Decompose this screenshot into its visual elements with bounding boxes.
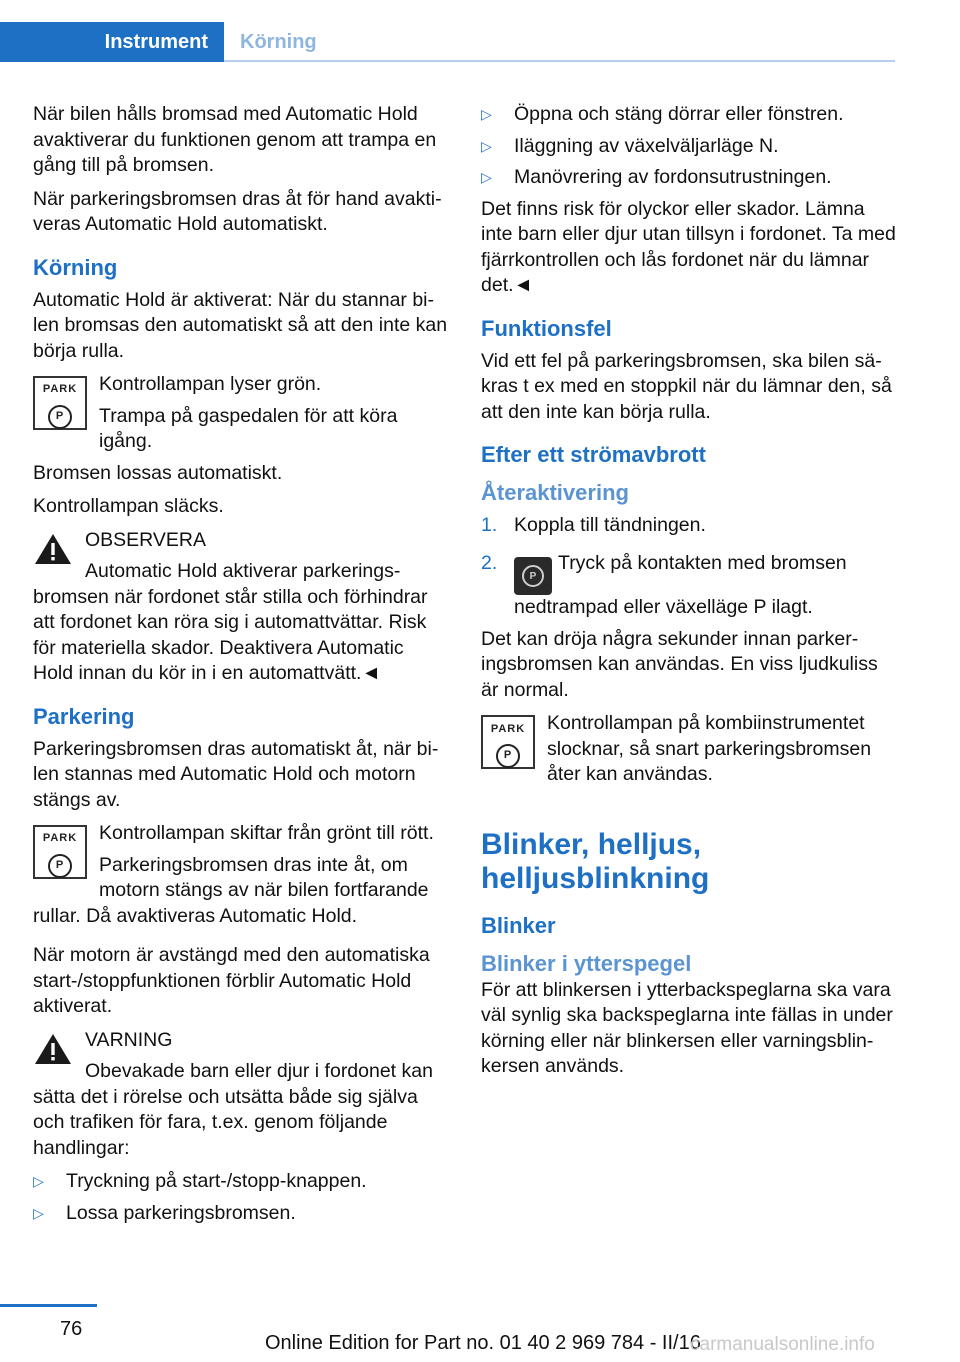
right-column	[481, 102, 897, 1088]
bullet-triangle-icon: ▷	[481, 106, 492, 122]
heading-blinker: Blinker	[481, 912, 556, 938]
notice-title: VARNING	[85, 1028, 173, 1051]
paragraph: När motorn är avstängd med den automatiska start-/stoppfunktionen förblir Automatic Hold aktiverat.	[33, 944, 430, 1017]
indicator-text: Kontrollampan lyser grön.	[99, 373, 322, 395]
watermark: carmanualsonline.info	[690, 1334, 875, 1355]
bullet-triangle-icon: ▷	[33, 1173, 44, 1189]
paragraph: För att blinkersen i ytterbackspeglarna ska vara väl synlig ska backspeglarna inte fällas in under körning eller när blinkersen eller varningsblinkersen används.	[481, 978, 893, 1078]
list-step: 2. P Tryck på kontakten med bromsen nedtrampad eller växelläge P ilagt.	[481, 551, 847, 619]
notice-varning	[33, 1028, 449, 1162]
heading-blinker-helljus: Blinker, helljus, helljusblinkning	[481, 827, 710, 895]
heading-blinker-ytterspegel: Blinker i ytterspegel	[481, 950, 692, 976]
list-item: ▷ Öppna och stäng dörrar eller fönstren.	[481, 102, 897, 128]
park-brake-indicator-icon: PARK P	[33, 825, 87, 879]
heading-ateraktivering: Återaktivering	[481, 480, 629, 505]
header-rule	[224, 60, 895, 62]
paragraph: Kontrollampan släcks.	[33, 495, 224, 517]
paragraph: Det kan dröja några sekunder innan parkeringsbromsen kan användas. En viss ljudkuliss är normal.	[481, 627, 878, 701]
parking-brake-switch-icon: P	[514, 557, 552, 595]
left-column	[33, 102, 449, 1232]
indicator-text: Trampa på gaspedalen för att köra igång.	[99, 404, 398, 452]
paragraph: När bilen hålls bromsad med Automatic Hold avaktiverar du funktionen genom att trampa en gång till på bromsen.	[33, 103, 437, 176]
heading-korning: Körning	[33, 254, 118, 280]
heading-funktionsfel: Funktionsfel	[481, 315, 612, 341]
indicator-block	[33, 372, 449, 455]
page-number: 76	[60, 1318, 83, 1340]
notice-text: Automatic Hold aktiverar parkeringsbromsen när fordonet står stilla och förhindrar att fordonet kan röra sig i automattvättar. Risk för materiella skador. Deaktivera Automatic Hold innan du kör in i en automattvätt.◄	[33, 560, 428, 684]
notice-observera	[33, 528, 449, 687]
list-item: ▷ Lossa parkeringsbromsen.	[33, 1201, 449, 1227]
heading-parkering: Parkering	[33, 703, 135, 729]
list-step: 1. Koppla till tändningen.	[481, 514, 706, 536]
park-brake-indicator-icon: PARK P	[33, 376, 87, 430]
paragraph: Bromsen lossas automatiskt.	[33, 461, 283, 484]
chapter-tabs	[0, 22, 895, 62]
warning-triangle-icon	[33, 1032, 73, 1066]
notice-title: OBSERVERA	[85, 528, 207, 551]
heading-efter-stromavbrott: Efter ett strömavbrott	[481, 442, 706, 467]
footer-rule	[0, 1304, 97, 1307]
paragraph: Vid ett fel på parkeringsbromsen, ska bilen säkras t ex med en stoppkil när du lämnar den, så att den inte kan börja rulla.	[481, 349, 892, 423]
warning-triangle-icon	[33, 532, 73, 566]
tab-instrument: Instrument	[0, 22, 224, 62]
indicator-text: Parkeringsbromsen dras inte åt, om motorn stängs av när bilen fortfarande rullar. Då avaktiveras Automatic Hold.	[33, 853, 429, 927]
list-item: ▷ Tryckning på start-/stopp-knappen.	[33, 1169, 449, 1195]
paragraph: När parkeringsbromsen dras åt för hand avaktiveras Automatic Hold automatiskt.	[33, 187, 442, 235]
indicator-block	[33, 821, 449, 929]
bullet-triangle-icon: ▷	[481, 137, 492, 154]
list-item: ▷ Iläggning av växelväljarläge N.	[481, 134, 897, 160]
list-item: ▷ Manövrering av fordonsutrustningen.	[481, 165, 897, 191]
indicator-text: Kontrollampan på kombiinstrumentet slocknar, så snart parkeringsbromsen åter kan användas.	[547, 712, 872, 786]
edition-note: Online Edition for Part no. 01 40 2 969 784 - II/16	[265, 1332, 701, 1354]
paragraph: Automatic Hold är aktiverat: När du stannar bilen bromsas den automatiskt så att den inte kan börja rulla.	[33, 288, 448, 362]
indicator-block	[481, 711, 897, 788]
park-brake-indicator-icon: PARK P	[481, 715, 535, 769]
notice-text: Obevakade barn eller djur i fordonet kan sätta det i rörelse och utsätta både sig själva och trafiken för fara, t.ex. genom följande handlingar:	[33, 1060, 433, 1159]
paragraph: Parkeringsbromsen dras automatiskt åt, när bilen stannas med Automatic Hold och motorn stängs av.	[33, 737, 439, 811]
bullet-triangle-icon: ▷	[33, 1204, 44, 1221]
indicator-text: Kontrollampan skiftar från grönt till rött.	[99, 822, 434, 844]
bullet-triangle-icon: ▷	[481, 169, 492, 185]
paragraph: Det finns risk för olyckor eller skador. Lämna inte barn eller djur utan tillsyn i fordonet. Ta med fjärrkontrollen och lås fordonet när du lämnar det.◄	[481, 197, 896, 296]
tab-korning: Körning	[240, 30, 317, 53]
